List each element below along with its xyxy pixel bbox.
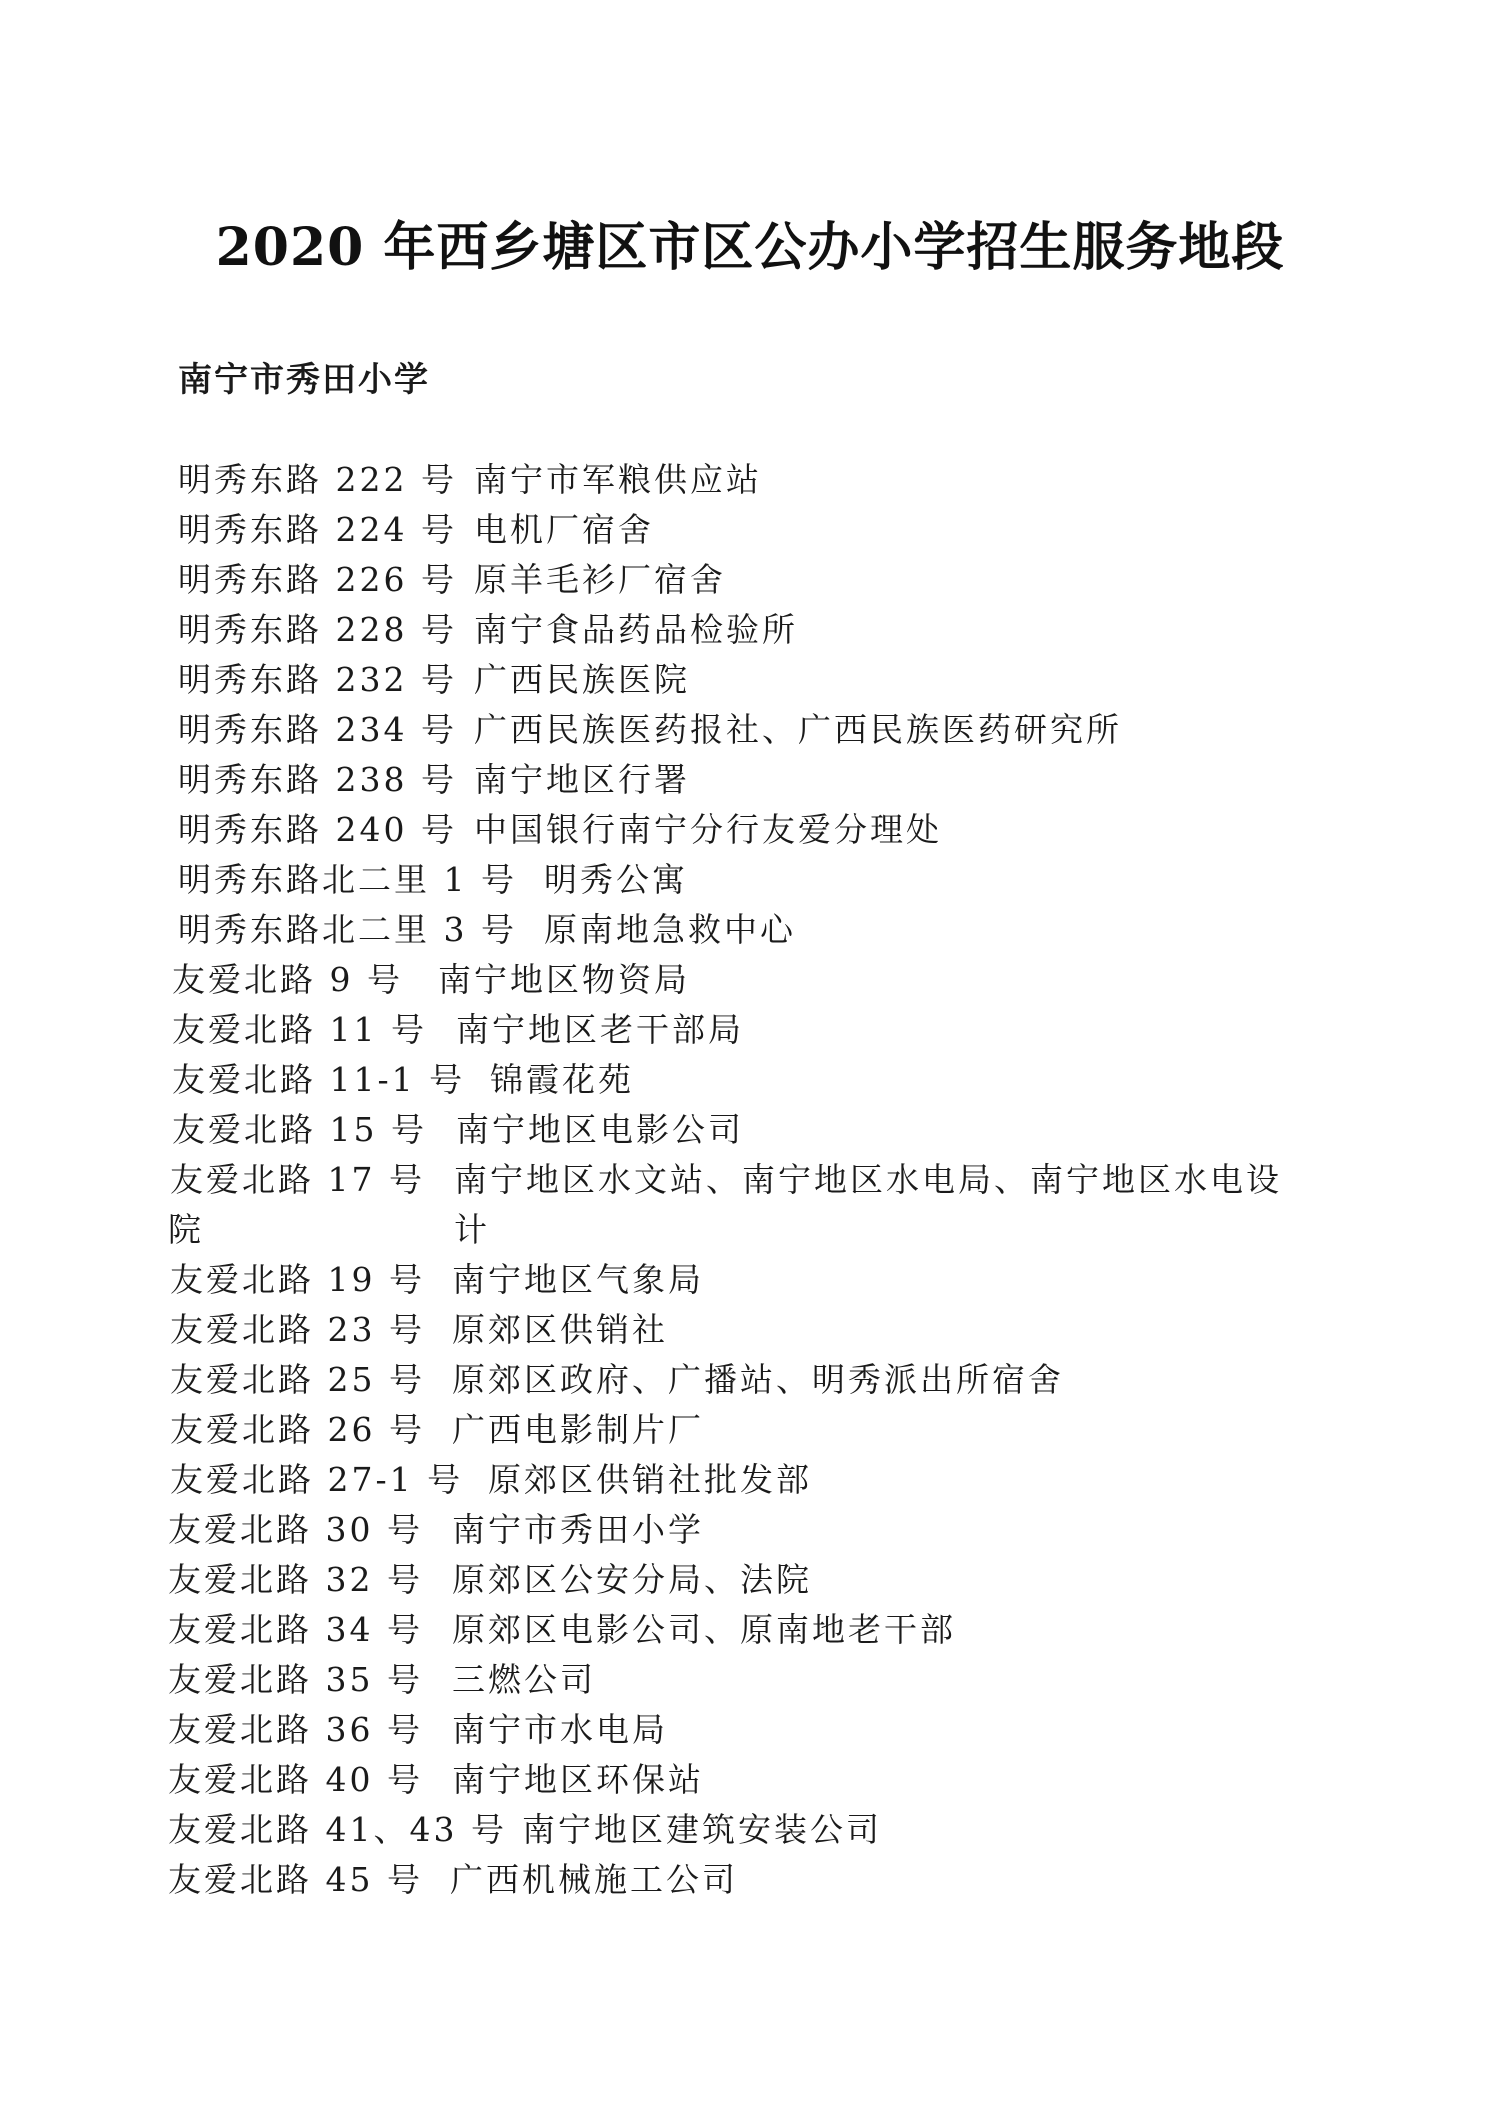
entry-place: 南宁地区电影公司	[456, 1110, 744, 1149]
entry-address: 明秀东路 226 号	[178, 560, 457, 599]
entry-place: 广西电影制片厂	[452, 1410, 704, 1449]
list-item	[0, 955, 1500, 1005]
entry-address: 友爱北路 23 号	[170, 1310, 425, 1349]
entry-place: 原南地急救中心	[544, 910, 796, 949]
entry-address: 友爱北路 9 号	[172, 960, 403, 999]
list-item	[0, 1005, 1500, 1055]
entry-place: 原羊毛衫厂宿舍	[474, 560, 726, 599]
entry-address: 明秀东路 240 号	[178, 810, 457, 849]
entry-place: 南宁地区物资局	[438, 960, 690, 999]
entry-address: 友爱北路 34 号	[168, 1610, 423, 1649]
entry-address: 明秀东路 222 号	[178, 460, 457, 499]
list-item	[0, 1605, 1500, 1655]
entry-place: 南宁地区水文站、南宁地区水电局、南宁地区水电设计	[454, 1160, 1282, 1249]
list-item	[0, 1555, 1500, 1605]
list-item	[0, 1655, 1500, 1705]
list-item	[0, 705, 1500, 755]
list-item	[0, 1455, 1500, 1505]
list-item	[0, 655, 1500, 705]
list-item	[0, 1855, 1500, 1905]
list-item	[0, 1505, 1500, 1555]
entry-place: 三燃公司	[452, 1660, 596, 1699]
entry-place: 南宁市军粮供应站	[474, 460, 762, 499]
entry-place: 南宁地区气象局	[452, 1260, 704, 1299]
entry-place: 原郊区供销社批发部	[488, 1460, 812, 1499]
entry-address: 明秀东路 224 号	[178, 510, 457, 549]
list-item	[0, 505, 1500, 555]
entry-address: 友爱北路 36 号	[168, 1710, 423, 1749]
list-item	[0, 1755, 1500, 1805]
entry-address: 明秀东路北二里 3 号	[178, 910, 517, 949]
list-item	[0, 555, 1500, 605]
entry-place: 电机厂宿舍	[474, 510, 654, 549]
entry-place: 南宁食品药品检验所	[474, 610, 798, 649]
entry-address: 友爱北路 15 号	[172, 1110, 427, 1149]
list-item	[0, 1355, 1500, 1405]
entry-address: 友爱北路 40 号	[168, 1760, 423, 1799]
list-item	[0, 905, 1500, 955]
list-item	[0, 1705, 1500, 1755]
list-item	[0, 1105, 1500, 1155]
school-name: 南宁市秀田小学	[178, 360, 430, 400]
entry-place: 广西民族医院	[474, 660, 690, 699]
entry-address: 明秀东路北二里 1 号	[178, 860, 517, 899]
entry-address: 友爱北路 27-1 号	[170, 1460, 464, 1499]
entry-address: 友爱北路 32 号	[168, 1560, 423, 1599]
entry-address: 明秀东路 232 号	[178, 660, 457, 699]
entry-place: 原郊区政府、广播站、明秀派出所宿舍	[452, 1360, 1064, 1399]
entry-place: 广西机械施工公司	[450, 1860, 738, 1899]
entry-place: 南宁地区建筑安装公司	[522, 1810, 882, 1849]
entry-place: 锦霞花苑	[490, 1060, 634, 1099]
list-item	[0, 455, 1500, 505]
list-item	[0, 1305, 1500, 1355]
list-item	[0, 1405, 1500, 1455]
entry-place: 原郊区供销社	[452, 1310, 668, 1349]
entry-place: 南宁市水电局	[452, 1710, 668, 1749]
entry-address: 友爱北路 45 号	[168, 1860, 423, 1899]
entry-place: 中国银行南宁分行友爱分理处	[474, 810, 942, 849]
entry-address: 友爱北路 11-1 号	[172, 1060, 466, 1099]
entry-address: 明秀东路 234 号	[178, 710, 457, 749]
list-item	[0, 1255, 1500, 1305]
entry-place: 南宁市秀田小学	[452, 1510, 704, 1549]
entry-place-continuation: 院	[168, 1210, 204, 1249]
list-item	[0, 805, 1500, 855]
entry-address: 友爱北路 17 号	[170, 1160, 425, 1199]
entry-address: 友爱北路 19 号	[170, 1260, 425, 1299]
entry-address: 明秀东路 238 号	[178, 760, 457, 799]
service-area-list	[0, 455, 1500, 1905]
entry-address: 友爱北路 30 号	[168, 1510, 423, 1549]
entry-place: 南宁地区老干部局	[456, 1010, 744, 1049]
entry-address: 友爱北路 35 号	[168, 1660, 423, 1699]
list-item	[0, 1805, 1500, 1855]
list-item	[0, 1155, 1500, 1255]
entry-place: 原郊区公安分局、法院	[452, 1560, 812, 1599]
entry-place: 南宁地区环保站	[452, 1760, 704, 1799]
entry-place: 明秀公寓	[544, 860, 688, 899]
entry-address: 友爱北路 26 号	[170, 1410, 425, 1449]
entry-address: 友爱北路 25 号	[170, 1360, 425, 1399]
list-item	[0, 1055, 1500, 1105]
entry-address: 友爱北路 11 号	[172, 1010, 427, 1049]
entry-place: 南宁地区行署	[474, 760, 690, 799]
entry-place: 原郊区电影公司、原南地老干部	[452, 1610, 956, 1649]
list-item	[0, 605, 1500, 655]
list-item	[0, 755, 1500, 805]
entry-address: 友爱北路 41、43 号	[168, 1810, 507, 1849]
entry-place: 广西民族医药报社、广西民族医药研究所	[474, 710, 1122, 749]
document-title: 2020 年西乡塘区市区公办小学招生服务地段	[215, 217, 1285, 278]
list-item	[0, 855, 1500, 905]
entry-address: 明秀东路 228 号	[178, 610, 457, 649]
